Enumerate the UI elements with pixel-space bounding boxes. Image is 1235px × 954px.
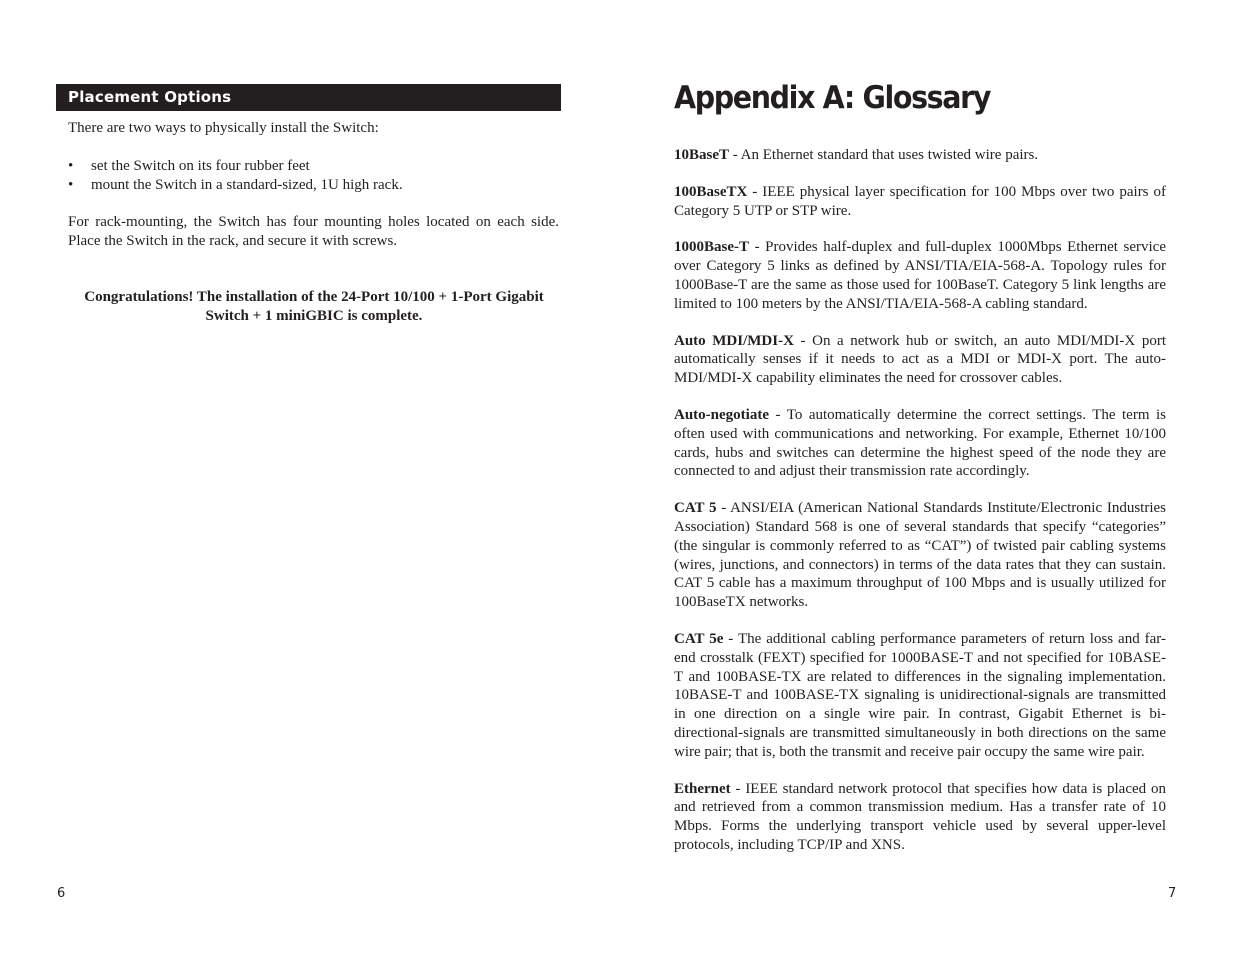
glossary-definition: - IEEE physical layer specification for 100 Mbps over two pairs of Category 5 UTP or STP wire.: [674, 183, 1166, 219]
glossary-term: 10BaseT: [674, 147, 730, 163]
glossary-entry: [674, 146, 1166, 165]
list-item: [68, 176, 560, 195]
section-heading: Placement Options: [56, 84, 561, 111]
list-item: [68, 157, 560, 176]
left-page: [0, 0, 617, 954]
intro-text: There are two ways to physically install the Switch:: [68, 120, 379, 136]
glossary-entry: [674, 183, 1166, 221]
glossary-definition: - To automatically determine the correct settings. The term is often used with communications and networking. For example, Ethernet 10/100 cards, hubs and switches can determine the highest speed of the node they are connected to and adjust their transmission rate accordingly.: [674, 406, 1166, 480]
glossary-definition: - An Ethernet standard that uses twisted wire pairs.: [729, 147, 1039, 163]
bullet-icon: •: [68, 177, 74, 193]
glossary-definition: - The additional cabling performance parameters of return loss and far-end crosstalk (FEXT) specified for 1000BASE-T and not specified for 10BASE-T and 100BASE-TX are related to differences in the signaling implementation. 10BASE-T and 100BASE-TX signaling is unidirectional-signals are transmitted in one direction on a single wire pair. In contrast, Gigabit Ethernet is bi-directional-signals are transmitted simultaneously in both directions on the same wire pair; that is, both the transmit and receive pair occupy the same wire pair.: [674, 630, 1166, 760]
glossary-definition: - IEEE standard network protocol that specifies how data is placed on and retrieved from a common transmission medium. Has a transfer rate of 10 Mbps. Forms the underlying transport vehicle used by several upper-level protocols, including TCP/IP and XNS.: [674, 780, 1166, 853]
glossary-entry: [674, 780, 1166, 855]
list-item-text: mount the Switch in a standard-sized, 1U high rack.: [91, 177, 403, 193]
glossary-term: Auto-negotiate: [674, 406, 769, 423]
glossary-entry: [674, 630, 1166, 762]
rack-mount-paragraph: For rack-mounting, the Switch has four mounting holes located on each side. Place the Switch in the rack, and secure it with screws.: [68, 214, 559, 249]
bullet-icon: •: [68, 158, 74, 174]
page-title: Appendix A: Glossary: [674, 80, 991, 116]
glossary-term: Ethernet: [674, 780, 731, 797]
list-item-text: set the Switch on its four rubber feet: [91, 158, 310, 174]
glossary-definition: - ANSI/EIA (American National Standards Institute/Electronic Industries Association) Standard 568 is one of several standards that specify “categories” (the singular is commonly referred to as “CAT”) of twisted pair cabling systems (wires, junctions, and connectors) in terms of the data rates that they can sustain. CAT 5 cable has a maximum throughput of 100 Mbps and is usually utilized for 100BaseTX networks.: [674, 500, 1166, 611]
congrats-line-1: Congratulations! The installation of the 24-Port 10/100 + 1-Port Gigabit: [84, 289, 544, 305]
glossary-entry: [674, 332, 1166, 388]
page-number: 6: [57, 886, 66, 901]
glossary-term: CAT 5: [674, 500, 717, 517]
page-number: 7: [1168, 886, 1177, 901]
glossary-term: 100BaseTX: [674, 183, 748, 200]
glossary-entry: [674, 406, 1166, 481]
glossary-term: Auto MDI/MDI-X: [674, 332, 794, 349]
glossary-term: 1000Base-T: [674, 239, 749, 256]
glossary-entry: [674, 499, 1166, 612]
glossary-definition: - Provides half-duplex and full-duplex 1000Mbps Ethernet service over Category 5 links as defined by ANSI/TIA/EIA-568-A. Topology rules for 1000Base-T are the same as those used for 100BaseT. Category 5 link lengths are limited to 100 meters by the ANSI/TIA/EIA-568-A cabling standard.: [674, 239, 1166, 312]
glossary-term: CAT 5e: [674, 630, 724, 647]
glossary-entry: [674, 238, 1166, 313]
install-options-list: [68, 157, 560, 195]
congrats-line-2: Switch + 1 miniGBIC is complete.: [205, 308, 423, 324]
glossary-list: [674, 146, 1166, 873]
congratulations-message: [68, 288, 560, 326]
glossary-definition: - On a network hub or switch, an auto MDI/MDI-X port automatically senses if it needs to act as a MDI or MDI-X port. The auto-MDI/MDI-X capability eliminates the need for crossover cables.: [674, 332, 1166, 387]
